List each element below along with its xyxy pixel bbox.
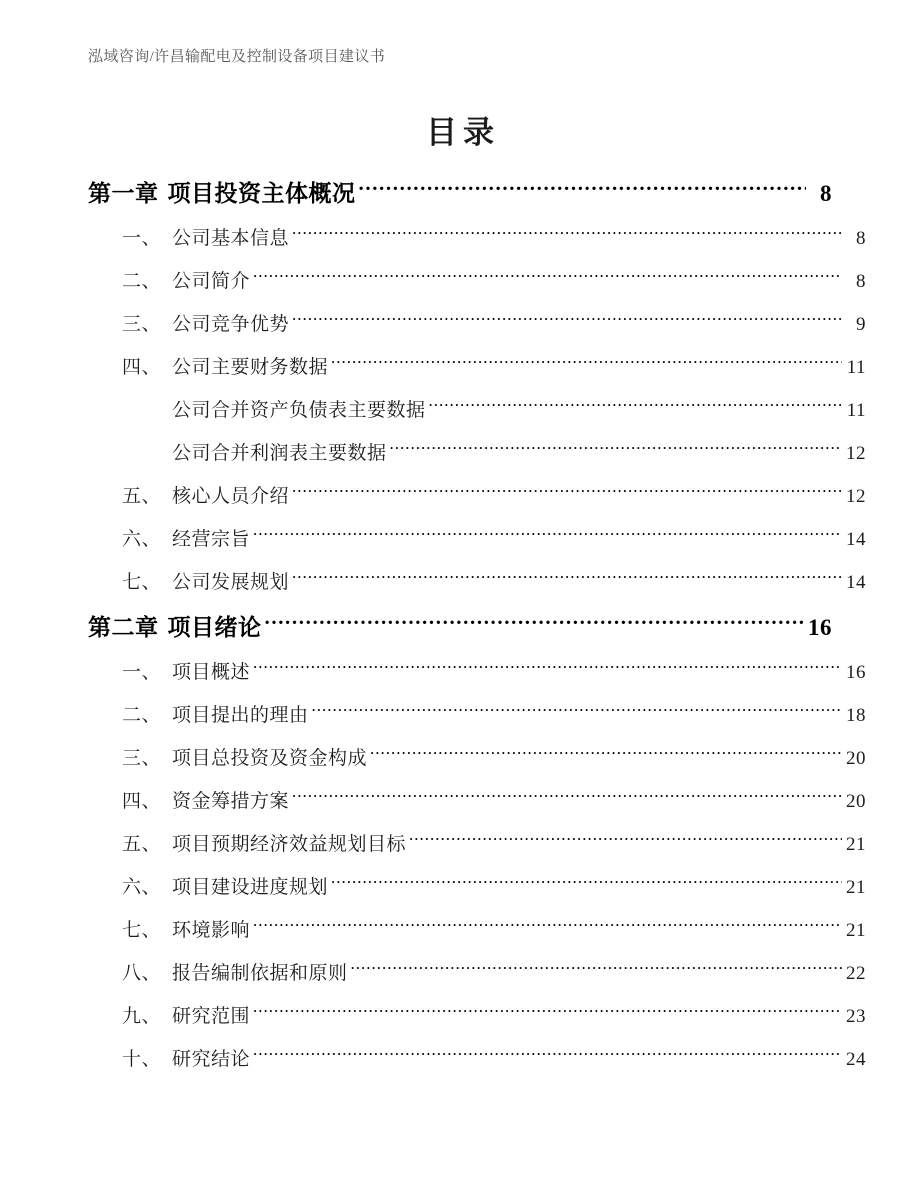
toc-entry-label: 项目总投资及资金构成 [172,748,368,769]
toc-entry-label: 经营宗旨 [172,529,251,550]
toc-entry-number: 一、 [122,228,162,249]
toc-dot-leader [390,440,842,459]
toc-section-entry[interactable] [88,960,866,987]
toc-entry-label: 公司基本信息 [172,228,290,249]
toc-entry-number: 第一章 [88,181,159,206]
toc-entry-number: 一、 [122,662,162,683]
toc-dot-leader [253,917,842,936]
toc-page-number: 14 [846,572,866,593]
toc-chapter-entry[interactable] [88,612,832,643]
toc-section-entry[interactable] [88,526,866,553]
toc-entry-label: 项目提出的理由 [172,705,309,726]
toc-dot-leader [351,960,842,979]
toc-dot-leader [312,702,842,721]
toc-section-entry[interactable] [88,659,866,686]
toc-section-entry[interactable] [88,1003,866,1030]
toc-page-number: 8 [856,228,866,249]
toc-entry-label: 资金筹措方案 [172,791,290,812]
toc-page-number: 16 [808,615,832,640]
toc-dot-leader [331,874,842,893]
toc-entry-number: 三、 [122,314,162,335]
toc-entry-label: 核心人员介绍 [172,486,290,507]
toc-dot-leader [292,225,842,244]
toc-entry-number: 五、 [122,486,162,507]
toc-entry-number: 第二章 [88,615,159,640]
page-title: 目录 [426,115,500,150]
toc-dot-leader [429,397,842,416]
toc-section-entry[interactable] [88,483,866,510]
toc-page-number: 12 [846,443,866,464]
toc-page-number: 8 [820,181,832,206]
toc-entry-label: 项目概述 [172,662,251,683]
toc-entry-label: 项目预期经济效益规划目标 [172,834,407,855]
toc-page-number: 14 [846,529,866,550]
toc-page-number: 20 [846,791,866,812]
toc-entry-number: 四、 [122,791,162,812]
toc-dot-leader [253,526,842,545]
toc-entry-number: 六、 [122,529,162,550]
toc-section-entry[interactable] [88,440,866,467]
running-header: 泓域咨询/许昌输配电及控制设备项目建议书 [88,49,386,65]
toc-entry-label: 研究范围 [172,1006,251,1027]
toc-dot-leader [409,831,842,850]
toc-entry-label: 公司主要财务数据 [172,357,329,378]
toc-section-entry[interactable] [88,1046,866,1073]
toc-entry-number: 三、 [122,748,162,769]
toc-entry-number: 十、 [122,1049,162,1070]
toc-entry-number: 六、 [122,877,162,898]
toc-page-number: 21 [846,920,866,941]
toc-page-number: 11 [846,400,866,421]
toc-entry-label: 研究结论 [172,1049,251,1070]
toc-entry-number: 七、 [122,572,162,593]
toc-entry-number: 七、 [122,920,162,941]
toc-dot-leader [253,659,842,678]
toc-page-number: 11 [846,357,866,378]
toc-dot-leader [292,311,842,330]
toc-entry-label: 报告编制依据和原则 [172,963,348,984]
toc-entry-label: 公司简介 [172,271,251,292]
toc-entry-number: 二、 [122,271,162,292]
toc-page-number: 21 [846,877,866,898]
toc-page-number: 16 [846,662,866,683]
toc-entry-label: 公司竞争优势 [172,314,290,335]
toc-section-entry[interactable] [88,788,866,815]
toc-page-number: 20 [846,748,866,769]
toc-entry-number: 五、 [122,834,162,855]
toc-section-entry[interactable] [88,745,866,772]
toc-entry-number: 四、 [122,357,162,378]
toc-section-entry[interactable] [88,354,866,381]
toc-page-number: 24 [846,1049,866,1070]
toc-section-entry[interactable] [88,831,866,858]
toc-page-number: 12 [846,486,866,507]
toc-dot-leader [292,569,842,588]
toc-entry-label: 项目建设进度规划 [172,877,329,898]
toc-section-entry[interactable] [88,569,866,596]
toc-dot-leader [253,1046,842,1065]
toc-section-entry[interactable] [88,397,866,424]
toc-page-number: 23 [846,1006,866,1027]
toc-section-entry[interactable] [88,268,866,295]
toc-entry-label: 项目投资主体概况 [167,181,356,206]
toc-entry-label: 环境影响 [172,920,251,941]
table-of-contents [88,178,866,1089]
toc-dot-leader [253,1003,842,1022]
toc-entry-number: 二、 [122,705,162,726]
toc-section-entry[interactable] [88,225,866,252]
toc-page-number: 22 [846,963,866,984]
toc-entry-label: 公司发展规划 [172,572,290,593]
toc-dot-leader [292,788,842,807]
toc-section-entry[interactable] [88,702,866,729]
toc-entry-number: 九、 [122,1006,162,1027]
toc-dot-leader [253,268,842,287]
toc-section-entry[interactable] [88,311,866,338]
toc-section-entry[interactable] [88,917,866,944]
toc-section-entry[interactable] [88,874,866,901]
toc-entry-label: 项目绪论 [167,615,262,640]
toc-dot-leader [292,483,842,502]
toc-dot-leader [331,354,842,373]
toc-entry-label: 公司合并利润表主要数据 [172,443,387,464]
toc-dot-leader [265,612,807,635]
toc-page-number: 8 [856,271,866,292]
toc-entry-label: 公司合并资产负债表主要数据 [172,400,426,421]
toc-page-number: 21 [846,834,866,855]
toc-dot-leader [359,178,807,201]
toc-dot-leader [370,745,842,764]
toc-page-number: 18 [846,705,866,726]
toc-entry-number: 八、 [122,963,162,984]
toc-chapter-entry[interactable] [88,178,832,209]
toc-page-number: 9 [856,314,866,335]
